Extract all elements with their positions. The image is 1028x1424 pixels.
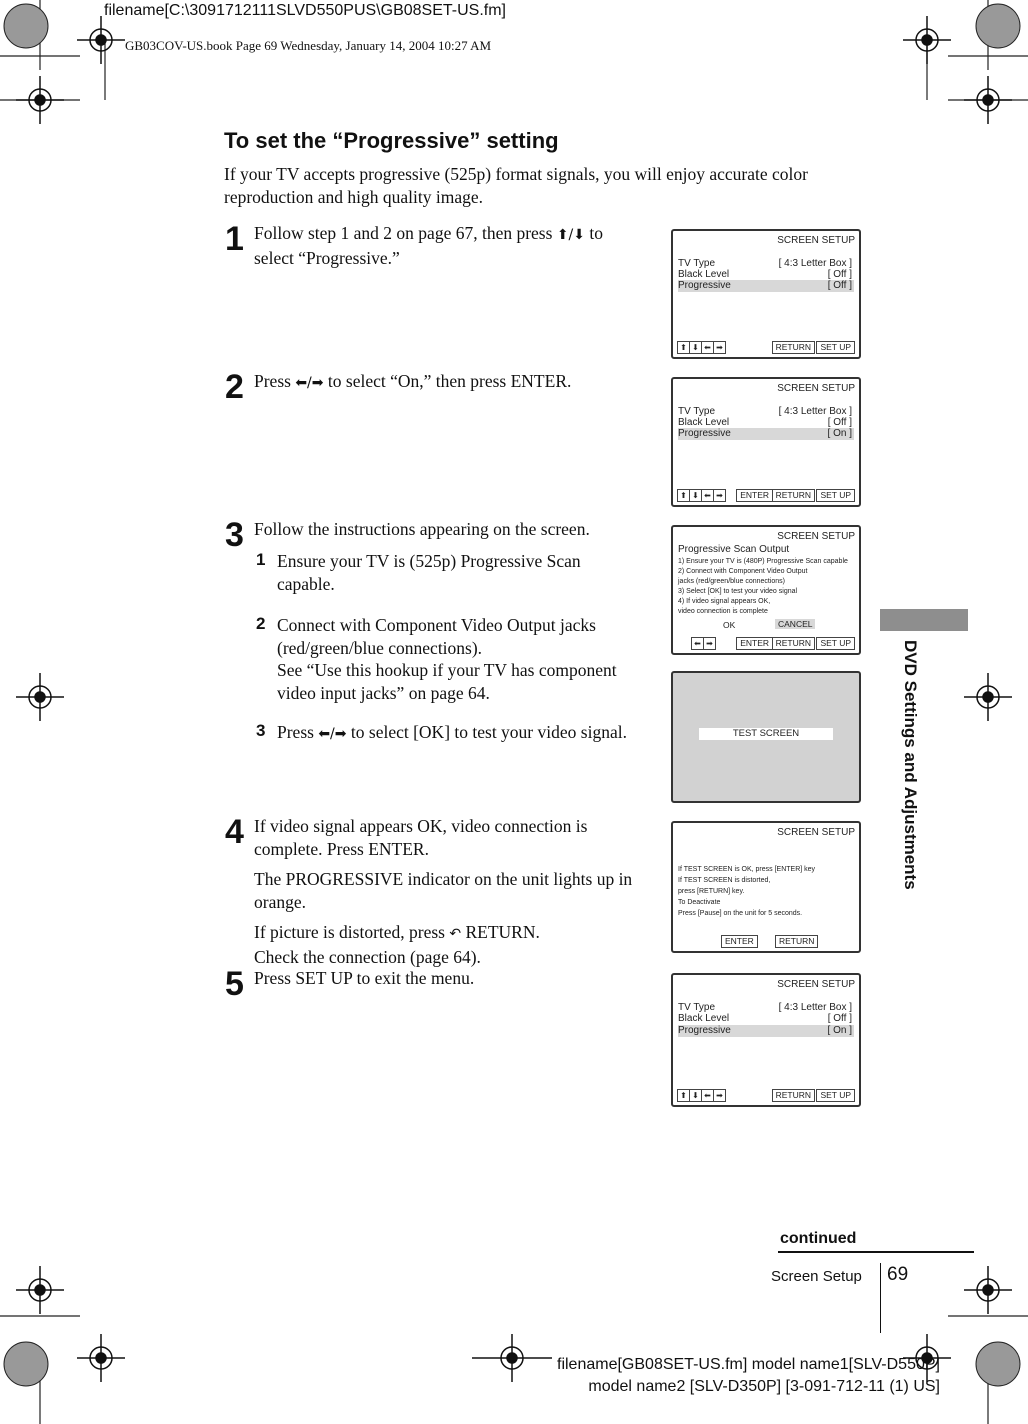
step-number: 5 <box>225 965 244 1003</box>
page-title: To set the “Progressive” setting <box>224 128 559 153</box>
substep-text: Ensure your TV is (525p) Progressive Scan capable. <box>277 551 581 594</box>
continued-label: continued <box>780 1230 857 1247</box>
screen-setup-osd-step1: SCREEN SETUP TV Type [ 4:3 Letter Box ] Black Level [ Off ] Progressive [ Off ] ⬆ ⬇ ⬅ ➡ RETURN SET UP <box>671 229 861 359</box>
screen-setup-osd-step5: SCREEN SETUP TV Type [ 4:3 Letter Box ] Black Level [ Off ] Progressive [ On ] ⬆ ⬇ ⬅ ➡ RETURN SET UP <box>671 973 861 1107</box>
section-tab-bar <box>880 609 968 631</box>
file-path-header: filename[C:\3091712111SLVD550PUS\GB08SET-US.fm] <box>104 2 506 19</box>
setup-key: SET UP <box>816 341 855 354</box>
left-right-arrows-icon: ⬅/➡ <box>295 375 324 391</box>
progressive-scan-osd: SCREEN SETUP Progressive Scan Output 1) Ensure your TV is (480P) Progressive Scan capable 2) Connect with Component Video Output jacks (red/green/blue connections) 3) Select [OK] to test your video signal 4) If video signal appears OK, video connection is complete OK CANCEL ⬅ ➡ ENTER RETURN SET UP <box>671 525 861 655</box>
cancel-option: CANCEL <box>775 619 815 629</box>
ok-option: OK <box>723 620 736 630</box>
left-right-keys-icon: ⬅ ➡ <box>691 637 716 650</box>
substep-text: Connect with Component Video Output jacks (red/green/blue connections). See “Use this hookup if your TV has component video input jacks” on page 64. <box>277 615 617 703</box>
up-down-arrows-icon: ⬆/⬇ <box>556 227 585 243</box>
step-number: 3 <box>225 516 244 554</box>
intro-paragraph: If your TV accepts progressive (525p) format signals, you will enjoy accurate color reproduction and high quality image. <box>224 164 808 207</box>
footer-section-name: Screen Setup <box>771 1268 862 1285</box>
arrow-keys-icon: ⬆ ⬇ ⬅ ➡ <box>677 1089 726 1102</box>
file-info-footer-line1: filename[GB08SET-US.fm] model name1[SLV-D550P] <box>557 1356 940 1373</box>
step-text: Follow the instructions appearing on the screen. <box>254 519 590 539</box>
confirm-osd: SCREEN SETUP If TEST SCREEN is OK, press [ENTER] key If TEST SCREEN is distorted, press [RETURN] key. To Deactivate Press [Pause] on the unit for 5 seconds. ENTER RETURN <box>671 821 861 953</box>
continued-rule <box>778 1251 974 1253</box>
return-icon: ↶ <box>449 926 462 942</box>
page-number-divider <box>880 1263 881 1333</box>
arrow-keys-icon: ⬆ ⬇ ⬅ ➡ <box>677 341 726 354</box>
step-number: 1 <box>225 220 244 258</box>
arrow-keys-icon: ⬆ ⬇ ⬅ ➡ <box>677 489 726 502</box>
substep-text: Press ⬅/➡ to select [OK] to test your video signal. <box>277 722 627 742</box>
substep-number: 1 <box>256 550 266 569</box>
return-key: RETURN <box>772 341 815 354</box>
step-text: If video signal appears OK, video connection is complete. Press ENTER. The PROGRESSIVE indicator on the unit lights up in orange. If picture is distorted, press ↶ RETURN. Check the connection (page 64). <box>254 816 633 967</box>
tv-type-row: TV Type [ 4:3 Letter Box ] <box>678 258 852 269</box>
substep-number: 3 <box>256 721 266 740</box>
progressive-row: Progressive [ Off ] <box>678 280 852 291</box>
substep-number: 2 <box>256 614 266 633</box>
step-text: Press ⬅/➡ to select “On,” then press ENTER. <box>254 371 572 391</box>
return-key: RETURN <box>772 489 815 502</box>
left-right-arrows-icon: ⬅/➡ <box>318 726 347 742</box>
enter-key: ENTER <box>736 489 773 502</box>
book-info-header: GB03COV-US.book Page 69 Wednesday, January 14, 2004 10:27 AM <box>125 38 492 53</box>
step-number: 4 <box>225 813 244 851</box>
screen-setup-osd-step2: SCREEN SETUP TV Type [ 4:3 Letter Box ] Black Level [ Off ] Progressive [ On ] ⬆ ⬇ ⬅ ➡ ENTER RETURN SET UP <box>671 377 861 507</box>
black-level-row: Black Level [ Off ] <box>678 269 852 280</box>
test-screen-osd: TEST SCREEN <box>671 671 861 803</box>
step-text: Follow step 1 and 2 on page 67, then press ⬆/⬇ to select “Progressive.” <box>254 223 603 268</box>
file-info-footer-line2: model name2 [SLV-D350P] [3-091-712-11 (1) US] <box>588 1378 940 1395</box>
page-number: 69 <box>887 1264 909 1285</box>
step-text: Press SET UP to exit the menu. <box>254 968 475 988</box>
step-number: 2 <box>225 368 244 406</box>
setup-key: SET UP <box>816 489 855 502</box>
